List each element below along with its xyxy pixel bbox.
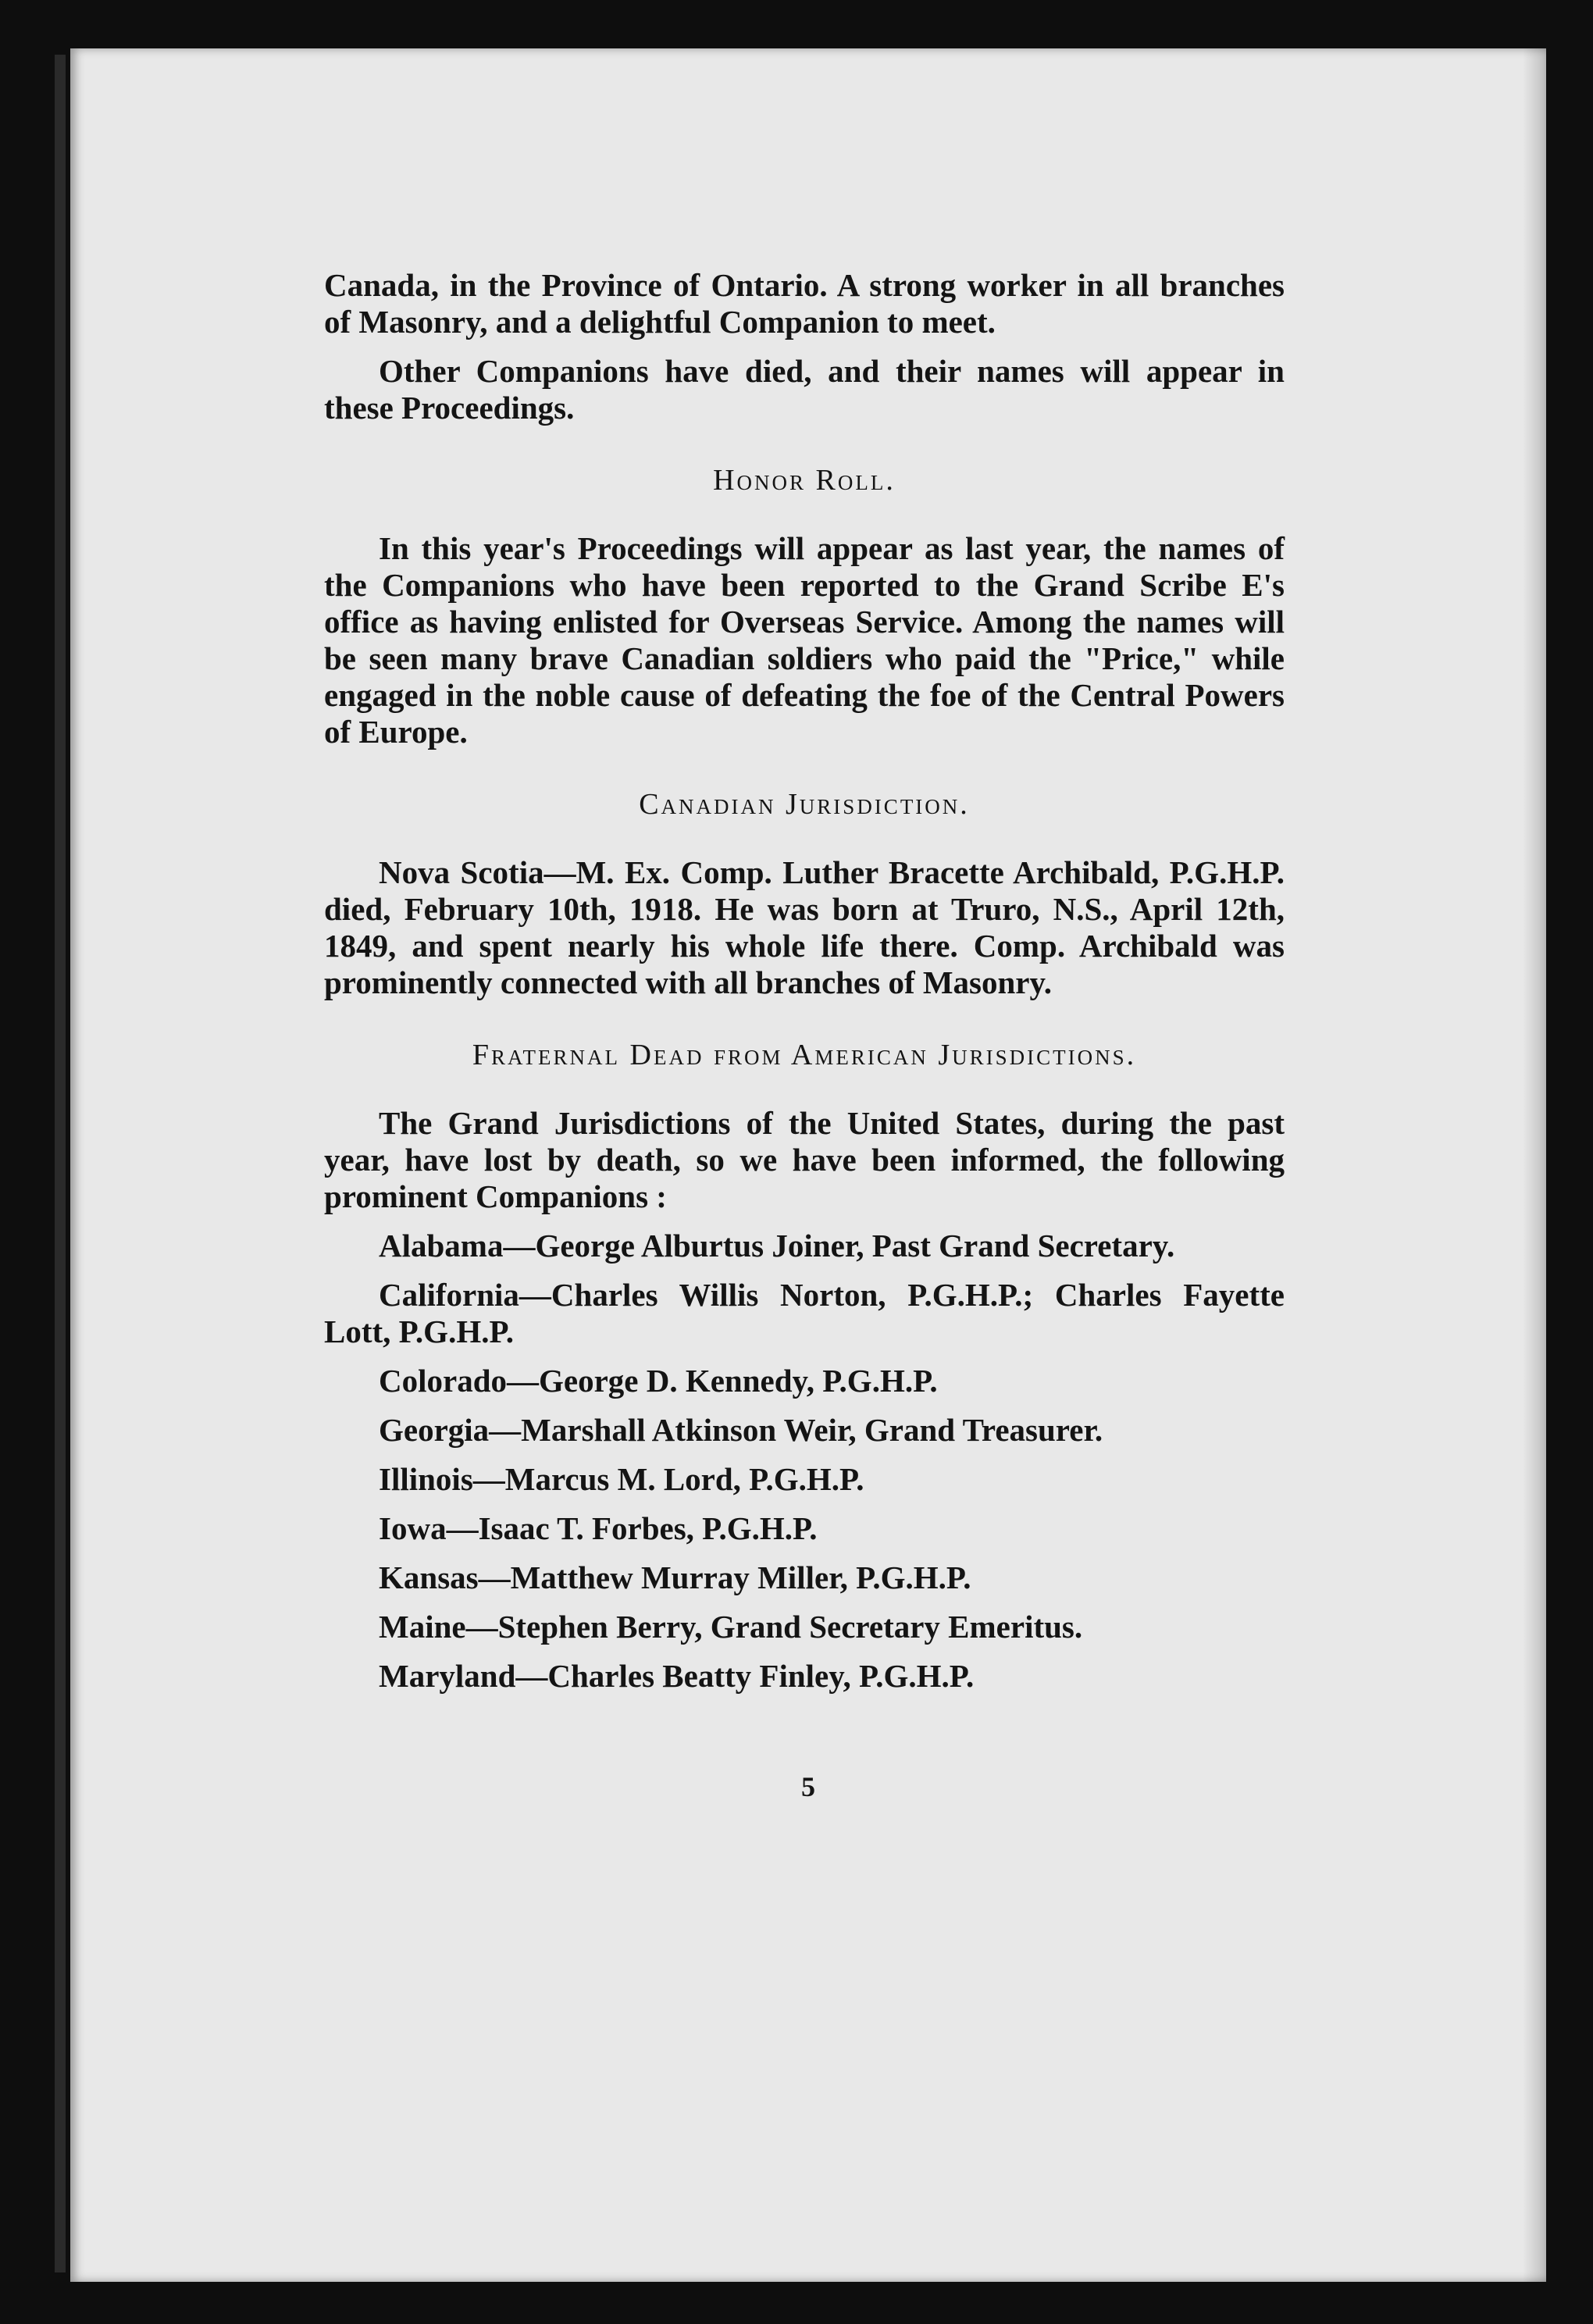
- canadian-jurisdiction-paragraph: Nova Scotia—M. Ex. Comp. Luther Bracette Archibald, P.G.H.P. died, February 10th, 1918. He was born at Truro, N.S., April 12th, 1849, and spent nearly his whole life there. Comp. Archibald was prominently connected with all branches of Masonry.: [324, 854, 1285, 1000]
- intro-paragraph-1: Canada, in the Province of Ontario. A strong worker in all branches of Masonry, and a delightful Companion to meet.: [324, 267, 1285, 340]
- intro-paragraph-2: Other Companions have died, and their names will appear in these Proceedings.: [324, 353, 1285, 426]
- page-number: 5: [801, 1771, 815, 1802]
- page-shadow: [1523, 48, 1546, 2282]
- list-item: Maryland—Charles Beatty Finley, P.G.H.P.: [379, 1658, 975, 1694]
- list-item: Kansas—Matthew Murray Miller, P.G.H.P.: [379, 1559, 971, 1595]
- document-page: [70, 48, 1546, 2282]
- canadian-jurisdiction-heading: Canadian Jurisdiction.: [639, 788, 970, 821]
- honor-roll-heading: Honor Roll.: [713, 464, 896, 497]
- list-item: Illinois—Marcus M. Lord, P.G.H.P.: [379, 1461, 864, 1497]
- list-item: Georgia—Marshall Atkinson Weir, Grand Treasurer.: [379, 1412, 1103, 1448]
- list-item: Maine—Stephen Berry, Grand Secretary Emeritus.: [379, 1609, 1083, 1645]
- page-spine: [55, 55, 66, 2272]
- list-item: Alabama—George Alburtus Joiner, Past Grand Secretary.: [379, 1228, 1175, 1264]
- list-item: Iowa—Isaac T. Forbes, P.G.H.P.: [379, 1510, 818, 1546]
- page-content: [324, 267, 1285, 1695]
- list-item: California—Charles Willis Norton, P.G.H.P.; Charles Fayette Lott, P.G.H.P.: [324, 1277, 1285, 1349]
- american-jurisdictions-heading: Fraternal Dead from American Jurisdictions.: [472, 1039, 1137, 1071]
- list-item: Colorado—George D. Kennedy, P.G.H.P.: [379, 1363, 938, 1399]
- honor-roll-paragraph: In this year's Proceedings will appear as last year, the names of the Companions who have been reported to the Grand Scribe E's office as having enlisted for Overseas Service. Among the names will be seen many brave Canadian soldiers who paid the "Price," while engaged in the noble cause of defeating the foe of the Central Powers of Europe.: [324, 530, 1285, 750]
- american-jurisdictions-intro: The Grand Jurisdictions of the United States, during the past year, have lost by death, so we have been informed, the following prominent Companions :: [324, 1105, 1285, 1214]
